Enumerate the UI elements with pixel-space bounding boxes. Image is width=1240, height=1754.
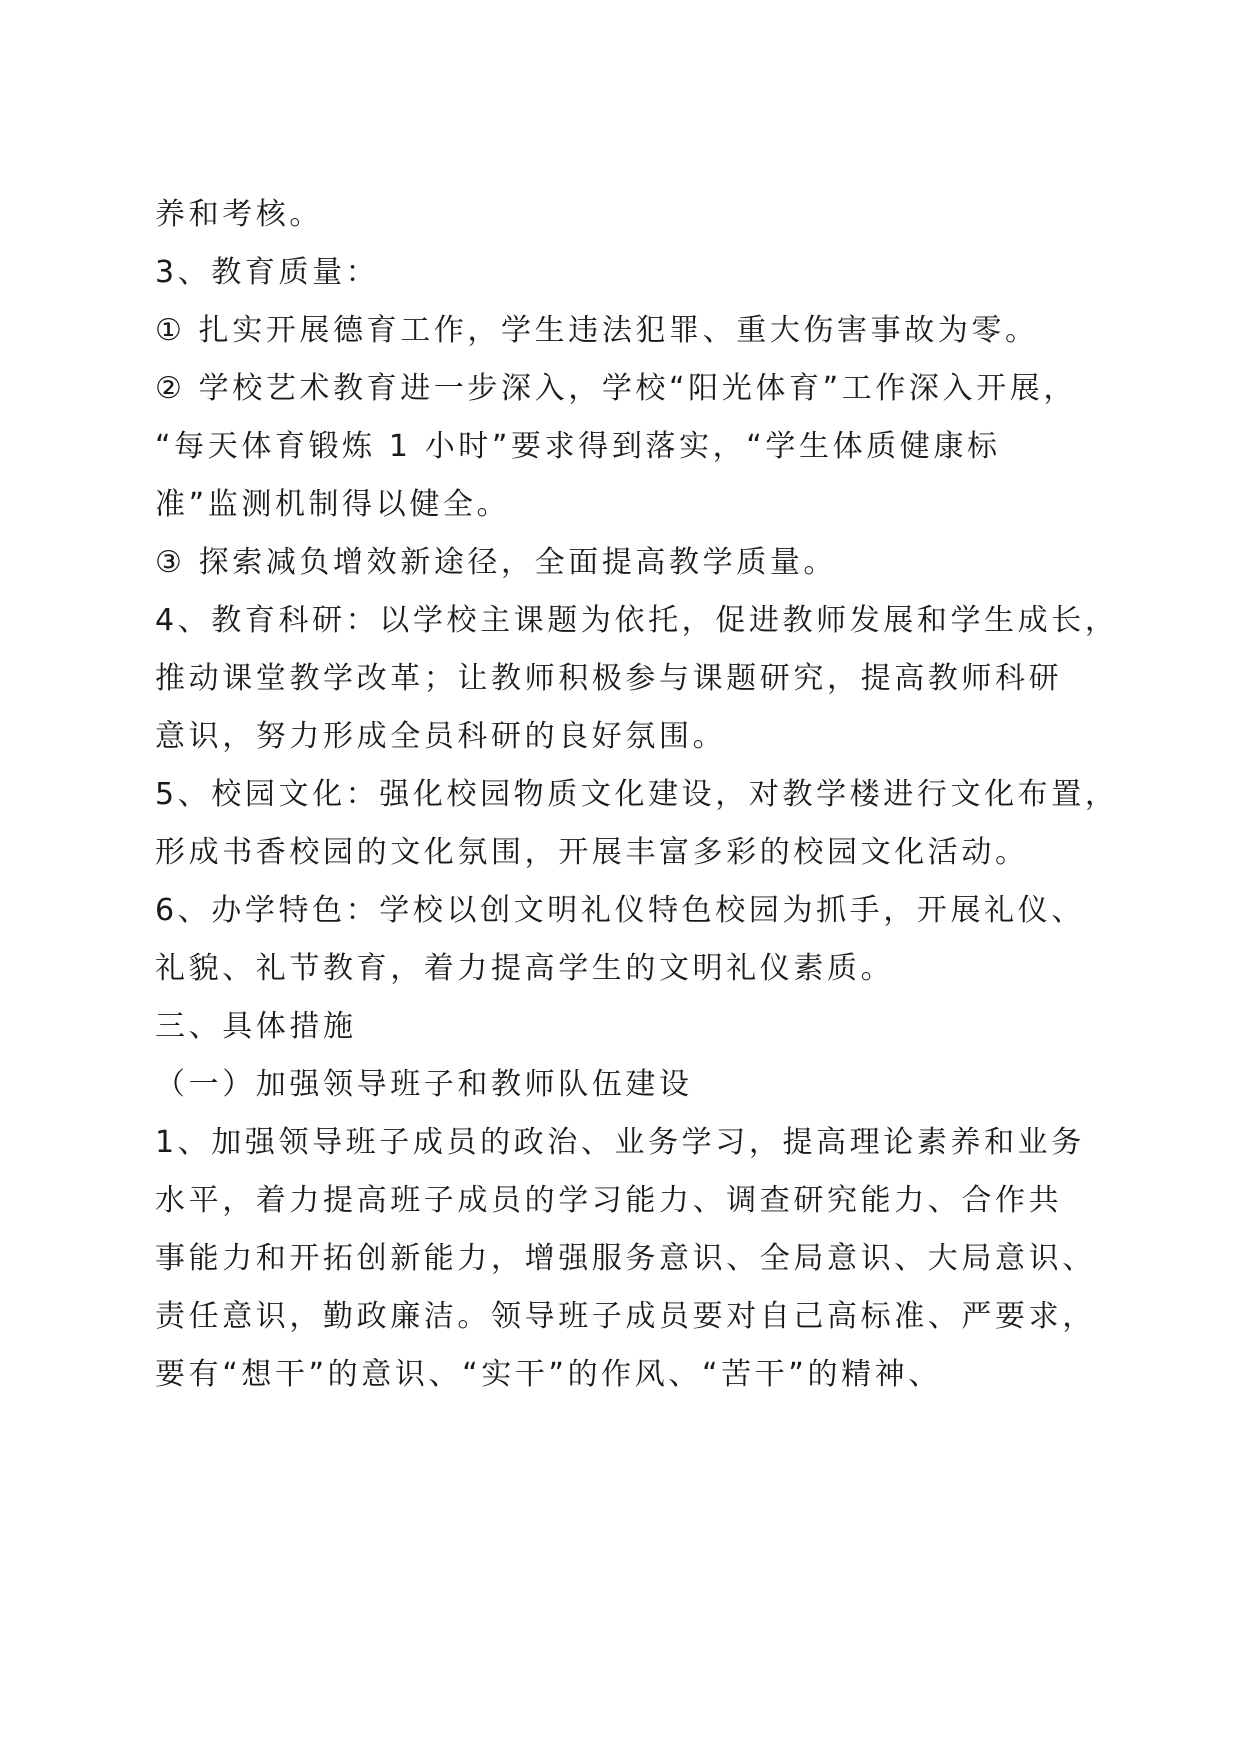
text-line-features: 6、办学特色：学校以创文明礼仪特色校园为抓手，开展礼仪、: [155, 893, 1085, 928]
subsection-heading: （一）加强领导班子和教师队伍建设: [155, 1067, 693, 1102]
heading-education-quality: 3、教育质量：: [155, 255, 380, 290]
text-line: 礼貌、礼节教育，着力提高学生的文明礼仪素质。: [155, 951, 895, 986]
text-line: 准”监测机制得以健全。: [155, 487, 511, 522]
text-line-research: 4、教育科研：以学校主课题为依托，促进教师发展和学生成长，: [155, 603, 1119, 638]
text-line-measure-1: 1、加强领导班子成员的政治、业务学习，提高理论素养和业务: [155, 1125, 1085, 1160]
text-line-item-1: ① 扎实开展德育工作，学生违法犯罪、重大伤害事故为零。: [155, 313, 1039, 348]
text-line: 要有“想干”的意识、“实干”的作风、“苦干”的精神、: [155, 1357, 942, 1392]
text-line-continuation: 养和考核。: [155, 197, 323, 232]
text-line: “每天体育锻炼 1 小时”要求得到落实，“学生体质健康标: [155, 429, 1001, 464]
text-line-item-2: ② 学校艺术教育进一步深入，学校“阳光体育”工作深入开展，: [155, 371, 1077, 406]
text-line: 责任意识，勤政廉洁。领导班子成员要对自己高标准、严要求，: [155, 1299, 1096, 1334]
section-heading-measures: 三、具体措施: [155, 1009, 357, 1044]
text-line: 推动课堂教学改革；让教师积极参与课题研究，提高教师科研: [155, 661, 1063, 696]
text-line-item-3: ③ 探索减负增效新途径，全面提高教学质量。: [155, 545, 838, 580]
text-line-culture: 5、校园文化：强化校园物质文化建设，对教学楼进行文化布置，: [155, 777, 1119, 812]
body-text: [155, 186, 1119, 1404]
text-line: 形成书香校园的文化氛围，开展丰富多彩的校园文化活动。: [155, 835, 1029, 870]
text-line: 意识，努力形成全员科研的良好氛围。: [155, 719, 727, 754]
text-line: 事能力和开拓创新能力，增强服务意识、全局意识、大局意识、: [155, 1241, 1096, 1276]
text-line: 水平，着力提高班子成员的学习能力、调查研究能力、合作共: [155, 1183, 1063, 1218]
